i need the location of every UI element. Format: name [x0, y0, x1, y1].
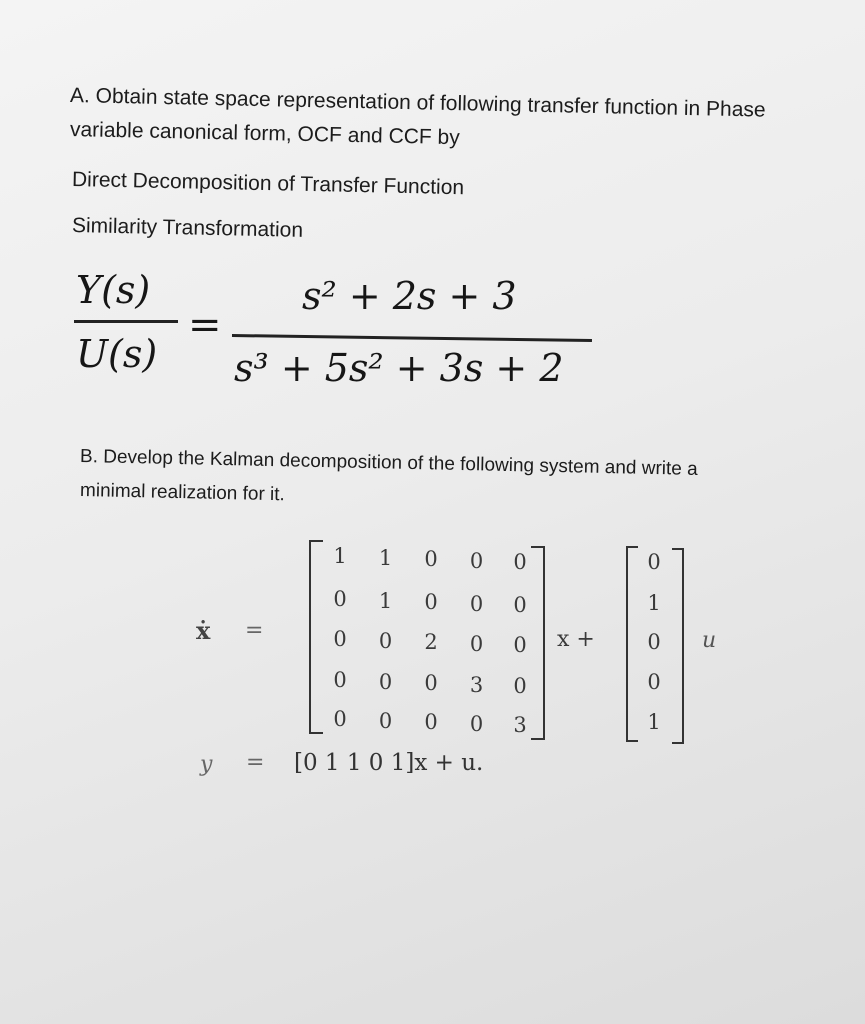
matrix-a-cell: 0	[424, 590, 438, 614]
part-b-line2: minimal realization for it.	[79, 480, 286, 506]
matrix-a-cell: 0	[333, 627, 347, 651]
matrix-a-cell: 0	[333, 587, 347, 611]
x-dot-symbol: ẋ	[196, 616, 211, 645]
matrix-a-cell: 0	[469, 591, 484, 616]
matrix-a-cell: 0	[333, 668, 347, 692]
matrix-a-cell: 3	[513, 713, 527, 737]
vector-b-right-bracket	[672, 548, 684, 744]
vector-b-cell: 1	[647, 710, 661, 734]
matrix-a-cell: 0	[378, 708, 393, 733]
state-eq-equals: =	[245, 618, 264, 643]
matrix-a-cell: 1	[333, 544, 347, 568]
matrix-a-cell: 0	[424, 710, 438, 734]
vector-b-left-bracket	[626, 546, 638, 742]
matrix-a-cell: 0	[469, 548, 484, 573]
output-equation: [0 1 1 0 1]x + u.	[294, 750, 484, 776]
tf-rhs-numerator: s² + 2s + 3	[302, 274, 517, 318]
output-eq-equals: =	[246, 750, 265, 775]
part-a-line2: variable canonical form, OCF and CCF by	[69, 118, 460, 150]
method-direct-decomposition: Direct Decomposition of Transfer Function	[71, 168, 465, 200]
x-plus: x +	[557, 627, 595, 652]
matrix-a-cell: 0	[469, 711, 484, 736]
matrix-a-cell: 1	[378, 545, 393, 570]
tf-rhs-fraction-bar	[232, 334, 592, 342]
tf-equals: =	[188, 302, 222, 348]
tf-lhs-denominator: U(s)	[76, 332, 158, 376]
matrix-a-cell: 2	[424, 630, 438, 654]
matrix-a-cell: 0	[513, 593, 527, 617]
vector-b-cell: 0	[647, 630, 661, 654]
vector-b-cell: 0	[647, 670, 661, 694]
matrix-a-right-bracket	[531, 546, 545, 740]
tf-lhs-fraction-bar	[74, 320, 178, 323]
matrix-a-left-bracket	[309, 540, 323, 734]
matrix-a-cell: 0	[469, 631, 484, 656]
matrix-a-cell: 0	[513, 550, 527, 574]
output-y: y	[200, 752, 213, 777]
part-a-line1: A. Obtain state space representation of following transfer function in Phase	[69, 84, 766, 122]
part-b-line1: B. Develop the Kalman decomposition of the following system and write a	[79, 446, 698, 480]
matrix-a-cell: 1	[378, 588, 393, 613]
tf-lhs-numerator: Y(s)	[76, 268, 151, 312]
matrix-a-cell: 0	[333, 707, 347, 731]
matrix-a-cell: 3	[469, 672, 484, 697]
matrix-a-cell: 0	[424, 547, 438, 571]
tf-rhs-denominator: s³ + 5s² + 3s + 2	[234, 346, 564, 390]
matrix-a-cell: 0	[513, 674, 527, 698]
matrix-a-cell: 0	[378, 669, 393, 694]
vector-b-cell: 1	[647, 591, 661, 615]
vector-b-cell: 0	[647, 550, 661, 574]
matrix-a-cell: 0	[424, 671, 438, 695]
input-u: u	[702, 628, 717, 653]
matrix-a-cell: 0	[378, 628, 393, 653]
method-similarity-transformation: Similarity Transformation	[71, 214, 304, 242]
matrix-a-cell: 0	[513, 633, 527, 657]
